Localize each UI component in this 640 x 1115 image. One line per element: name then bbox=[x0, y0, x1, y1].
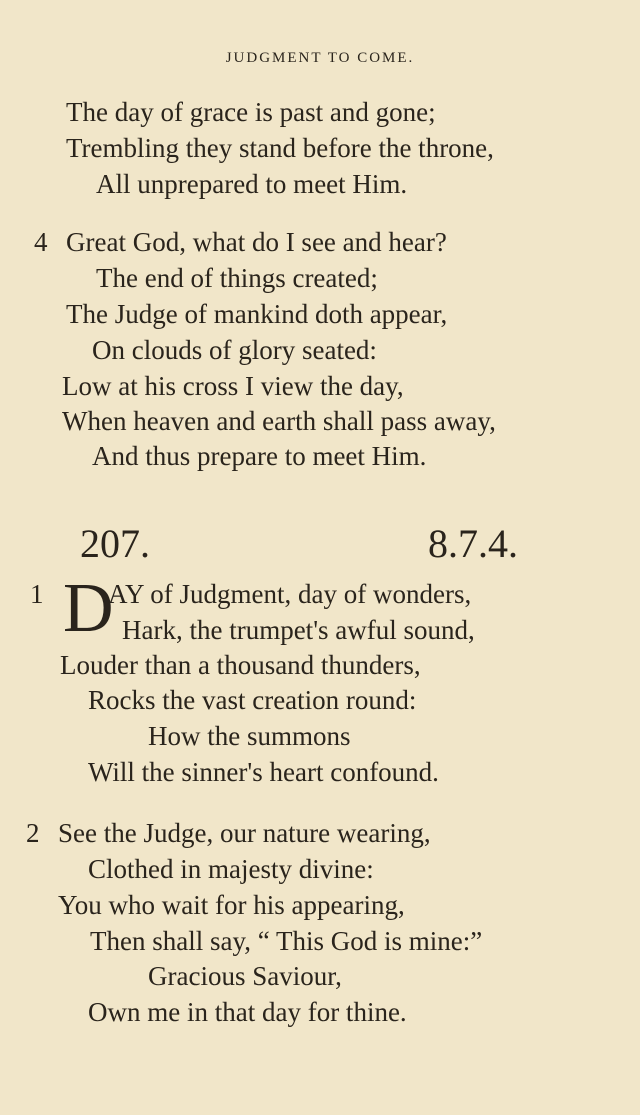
verse-number: 2 bbox=[26, 818, 40, 848]
verse-line: Will the sinner's heart confound. bbox=[88, 757, 439, 787]
verse-line: The end of things created; bbox=[96, 263, 378, 293]
verse-line: Then shall say, “ This God is mine:” bbox=[90, 926, 483, 956]
verse-line: Great God, what do I see and hear? bbox=[66, 227, 447, 257]
verse-line: Low at his cross I view the day, bbox=[62, 371, 404, 401]
verse-line: Gracious Saviour, bbox=[148, 961, 342, 991]
verse-line: Trembling they stand before the throne, bbox=[66, 133, 494, 163]
verse-line: When heaven and earth shall pass away, bbox=[62, 406, 496, 436]
verse-line: Own me in that day for thine. bbox=[88, 997, 407, 1027]
verse-line: All unprepared to meet Him. bbox=[96, 169, 408, 199]
verse-line: AY of Judgment, day of wonders, bbox=[108, 579, 472, 609]
verse-line: The day of grace is past and gone; bbox=[66, 97, 436, 127]
verse-line: Clothed in majesty divine: bbox=[88, 854, 374, 884]
drop-cap: D bbox=[63, 570, 114, 647]
verse-line: You who wait for his appearing, bbox=[58, 890, 405, 920]
verse-number: 1 bbox=[30, 579, 44, 609]
verse-line: How the summons bbox=[148, 721, 351, 751]
verse-line: On clouds of glory seated: bbox=[92, 335, 377, 365]
hymn-number: 207. bbox=[80, 521, 150, 566]
hymn-meter: 8.7.4. bbox=[428, 521, 518, 566]
verse-line: Hark, the trumpet's awful sound, bbox=[122, 615, 475, 645]
verse-line: See the Judge, our nature wearing, bbox=[58, 818, 431, 848]
running-header: JUDGMENT TO COME. bbox=[225, 50, 415, 66]
verse-line: Louder than a thousand thunders, bbox=[60, 650, 421, 680]
verse-number: 4 bbox=[34, 227, 48, 257]
verse-line: And thus prepare to meet Him. bbox=[92, 441, 427, 471]
verse-line: The Judge of mankind doth appear, bbox=[66, 299, 448, 329]
verse-line: Rocks the vast creation round: bbox=[88, 685, 417, 715]
